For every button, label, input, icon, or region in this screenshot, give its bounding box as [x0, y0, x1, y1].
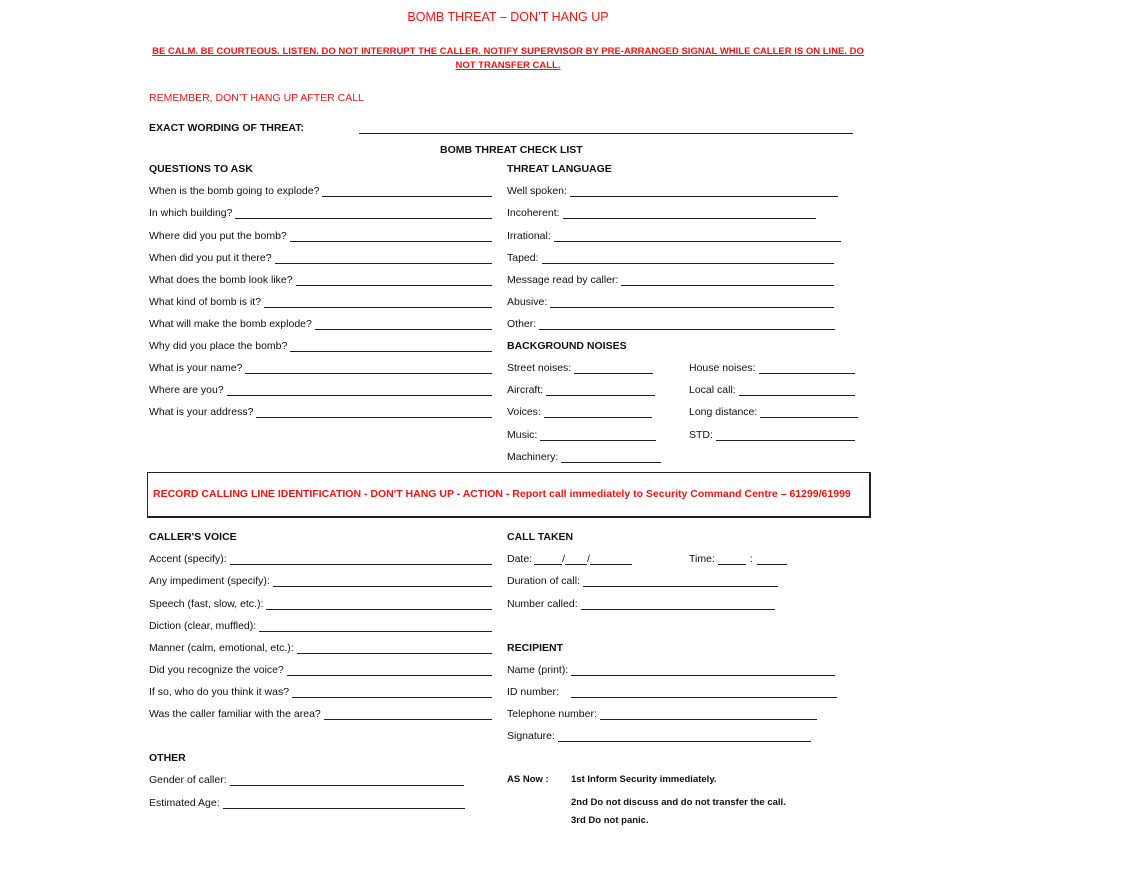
- noise-field[interactable]: [689, 383, 855, 396]
- field-label: Long distance:: [689, 406, 758, 418]
- threat-language-field[interactable]: [507, 295, 834, 308]
- recipient-heading: RECIPIENT: [507, 642, 564, 654]
- field-label: What kind of bomb is it?: [149, 296, 262, 308]
- voice-field[interactable]: [149, 552, 492, 565]
- field-label: Music:: [507, 429, 538, 441]
- voice-field[interactable]: [149, 641, 492, 654]
- threat-language-field[interactable]: [507, 273, 834, 286]
- exact-wording-label: EXACT WORDING OF THREAT:: [149, 122, 304, 134]
- recipient-field[interactable]: [507, 663, 835, 676]
- question-field[interactable]: [149, 273, 492, 286]
- field-label: Well spoken:: [507, 185, 567, 197]
- noise-field[interactable]: [689, 405, 858, 418]
- recipient-field[interactable]: [507, 729, 811, 742]
- callers-voice-heading: CALLER'S VOICE: [149, 531, 237, 543]
- field-label: Accent (specify):: [149, 553, 227, 565]
- field-label: Manner (calm, emotional, etc.):: [149, 642, 294, 654]
- remember-text: REMEMBER, DON’T HANG UP AFTER CALL: [149, 92, 364, 104]
- question-field[interactable]: [149, 339, 492, 352]
- field-label: Telephone number:: [507, 708, 597, 720]
- field-label: ID number:: [507, 686, 559, 698]
- as-now-label: AS Now :: [507, 774, 549, 785]
- question-field[interactable]: [149, 361, 492, 374]
- as-now-step: 1st Inform Security immediately.: [571, 774, 717, 785]
- field-label: Was the caller familiar with the area?: [149, 708, 321, 720]
- voice-field[interactable]: [149, 707, 492, 720]
- noise-field[interactable]: [507, 428, 656, 441]
- field-label: If so, who do you think it was?: [149, 686, 290, 698]
- question-field[interactable]: [149, 317, 492, 330]
- voice-field[interactable]: [149, 685, 492, 698]
- field-label: Machinery:: [507, 451, 559, 463]
- as-now-step: 2nd Do not discuss and do not transfer the call.: [571, 797, 786, 808]
- voice-field[interactable]: [149, 597, 492, 610]
- field-label: Voices:: [507, 406, 541, 418]
- field-label: Estimated Age:: [149, 797, 220, 809]
- date-field[interactable]: [507, 552, 632, 565]
- voice-field[interactable]: [149, 663, 492, 676]
- field-label: Other:: [507, 318, 537, 330]
- voice-field[interactable]: [149, 574, 492, 587]
- threat-language-field[interactable]: [507, 317, 835, 330]
- voice-field[interactable]: [149, 619, 492, 632]
- field-label: In which building?: [149, 207, 233, 219]
- checklist-title: BOMB THREAT CHECK LIST: [440, 144, 583, 156]
- field-label: Speech (fast, slow, etc.):: [149, 598, 264, 610]
- warning-text: BE CALM. BE COURTEOUS. LISTEN. DO NOT INTERRUPT THE CALLER. NOTIFY SUPERVISOR BY PRE-ARRANGED SIGNAL WHILE CALLER IS ON LINE. DO NOT TRANSFER CALL.: [152, 46, 864, 71]
- field-label: When did you put it there?: [149, 252, 272, 264]
- date-separator: /: [587, 553, 590, 565]
- field-label: What is your address?: [149, 406, 254, 418]
- duration-field[interactable]: [507, 574, 778, 587]
- other-field[interactable]: [149, 796, 465, 809]
- field-label: Name (print):: [507, 664, 569, 676]
- recipient-field[interactable]: [507, 685, 837, 698]
- noise-field[interactable]: [507, 450, 661, 463]
- field-label: Where are you?: [149, 384, 224, 396]
- threat-language-field[interactable]: [507, 184, 838, 197]
- noise-field[interactable]: [689, 361, 855, 374]
- date-separator: /: [562, 553, 566, 565]
- field-label: Aircraft:: [507, 384, 544, 396]
- question-field[interactable]: [149, 206, 492, 219]
- field-label: Did you recognize the voice?: [149, 664, 284, 676]
- threat-language-heading: THREAT LANGUAGE: [507, 163, 612, 175]
- question-field[interactable]: [149, 229, 492, 242]
- field-label: Incoherent:: [507, 207, 560, 219]
- question-field[interactable]: [149, 251, 492, 264]
- field-label: Time:: [689, 553, 715, 565]
- field-label: Irrational:: [507, 230, 551, 242]
- field-label: Street noises:: [507, 362, 572, 374]
- field-label: Signature:: [507, 730, 555, 742]
- field-label: Date:: [507, 553, 533, 565]
- field-label: STD:: [689, 429, 713, 441]
- time-separator: :: [749, 553, 753, 565]
- field-label: Where did you put the bomb?: [149, 230, 287, 242]
- field-label: Why did you place the bomb?: [149, 340, 288, 352]
- threat-language-field[interactable]: [507, 206, 816, 219]
- call-taken-heading: CALL TAKEN: [507, 531, 574, 543]
- field-label: What will make the bomb explode?: [149, 318, 312, 330]
- recipient-field[interactable]: [507, 707, 817, 720]
- field-label: Duration of call:: [507, 575, 580, 587]
- question-field[interactable]: [149, 383, 492, 396]
- field-label: Abusive:: [507, 296, 548, 308]
- question-field[interactable]: [149, 295, 492, 308]
- background-noises-heading: BACKGROUND NOISES: [507, 340, 627, 352]
- noise-field[interactable]: [507, 383, 655, 396]
- field-label: What does the bomb look like?: [149, 274, 293, 286]
- action-text: RECORD CALLING LINE IDENTIFICATION - DON'T HANG UP - ACTION - Report call immediately to Security Command Centre – 61299/61999: [153, 488, 851, 500]
- noise-field[interactable]: [507, 405, 652, 418]
- field-label: Message read by caller:: [507, 274, 619, 286]
- other-field[interactable]: [149, 773, 464, 786]
- question-field[interactable]: [149, 405, 492, 418]
- questions-heading: QUESTIONS TO ASK: [149, 163, 253, 175]
- action-box: [147, 472, 871, 518]
- field-label: Taped:: [507, 252, 539, 264]
- field-label: Diction (clear, muffled):: [149, 620, 257, 632]
- noise-field[interactable]: [689, 428, 855, 441]
- exact-wording-field[interactable]: [359, 122, 853, 134]
- field-label: Number called:: [507, 598, 578, 610]
- noise-field[interactable]: [507, 361, 653, 374]
- as-now-step: 3rd Do not panic.: [571, 815, 649, 826]
- form-title: BOMB THREAT – DON’T HANG UP: [407, 10, 609, 24]
- field-label: Any impediment (specify):: [149, 575, 270, 587]
- field-label: Local call:: [689, 384, 736, 396]
- threat-language-field[interactable]: [507, 251, 834, 264]
- threat-language-field[interactable]: [507, 229, 841, 242]
- number-called-field[interactable]: [507, 597, 775, 610]
- field-label: House noises:: [689, 362, 756, 374]
- question-field[interactable]: [149, 184, 492, 197]
- field-label: When is the bomb going to explode?: [149, 185, 320, 197]
- other-heading: OTHER: [149, 752, 186, 764]
- field-label: Gender of caller:: [149, 774, 227, 786]
- field-label: What is your name?: [149, 362, 243, 374]
- time-field[interactable]: [689, 552, 787, 565]
